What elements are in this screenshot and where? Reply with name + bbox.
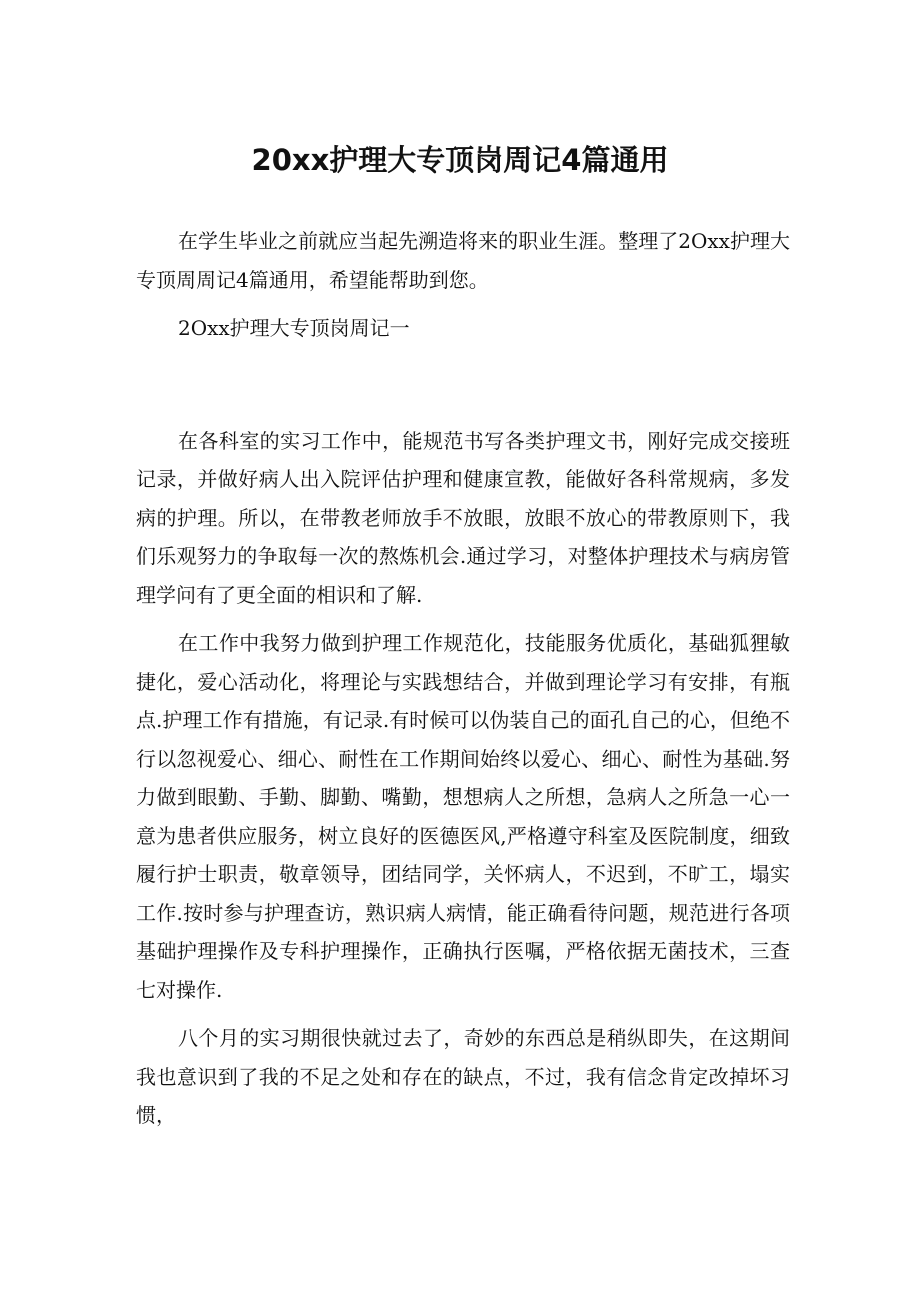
body-paragraph: 在各科室的实习工作中，能规范书写各类护理文书，刚好完成交接班记录，并做好病人出入院评估护理和健康宣教，能做好各科常规病，多发病的护理。所以，在带教老师放手不放眼，放眼不放心的带教原则下，我们乐观努力的争取每一次的熬炼机会.通过学习，对整体护理技术与病房管理学问有了更全面的相识和了解. — [136, 428, 790, 607]
body-paragraph: 在工作中我努力做到护理工作规范化，技能服务优质化，基础狐狸敏捷化，爱心活动化，将理论与实践想结合，并做到理论学习有安排，有瓶点.护理工作有措施，有记录.有时候可以伪装自己的面孔自己的心，但绝不行以忽视爱心、细心、耐性在工作期间始终以爱心、细心、耐性为基础.努力做到眼勤、手勤、脚勤、嘴勤，想想病人之所想，急病人之所急一心一意为患者供应服务，树立良好的医德医风,严格遵守科室及医院制度，细致履行护士职责，敬章领导，团结同学，关怀病人，不迟到，不旷工，塌实工作.按时参与护理查访，熟识病人病情，能正确看待问题，规范进行各项基础护理操作及专科护理操作，正确执行医嘱，严格依据无菌技术，三查七对操作. — [136, 631, 790, 1002]
document-body — [136, 222, 790, 1135]
body-paragraph: 八个月的实习期很快就过去了，奇妙的东西总是稍纵即失，在这期间我也意识到了我的不足之处和存在的缺点，不过，我有信念肯定改掉坏习惯， — [136, 1026, 790, 1127]
document-title: 20xx护理大专顶岗周记4篇通用 — [251, 143, 669, 177]
intro-paragraph: 在学生毕业之前就应当起先溯造将来的职业生涯。整理了2Oxx护理大专顶周周记4篇通用，希望能帮助到您。 — [136, 229, 790, 292]
section-heading: 2Oxx护理大专顶岗周记一 — [178, 316, 410, 340]
